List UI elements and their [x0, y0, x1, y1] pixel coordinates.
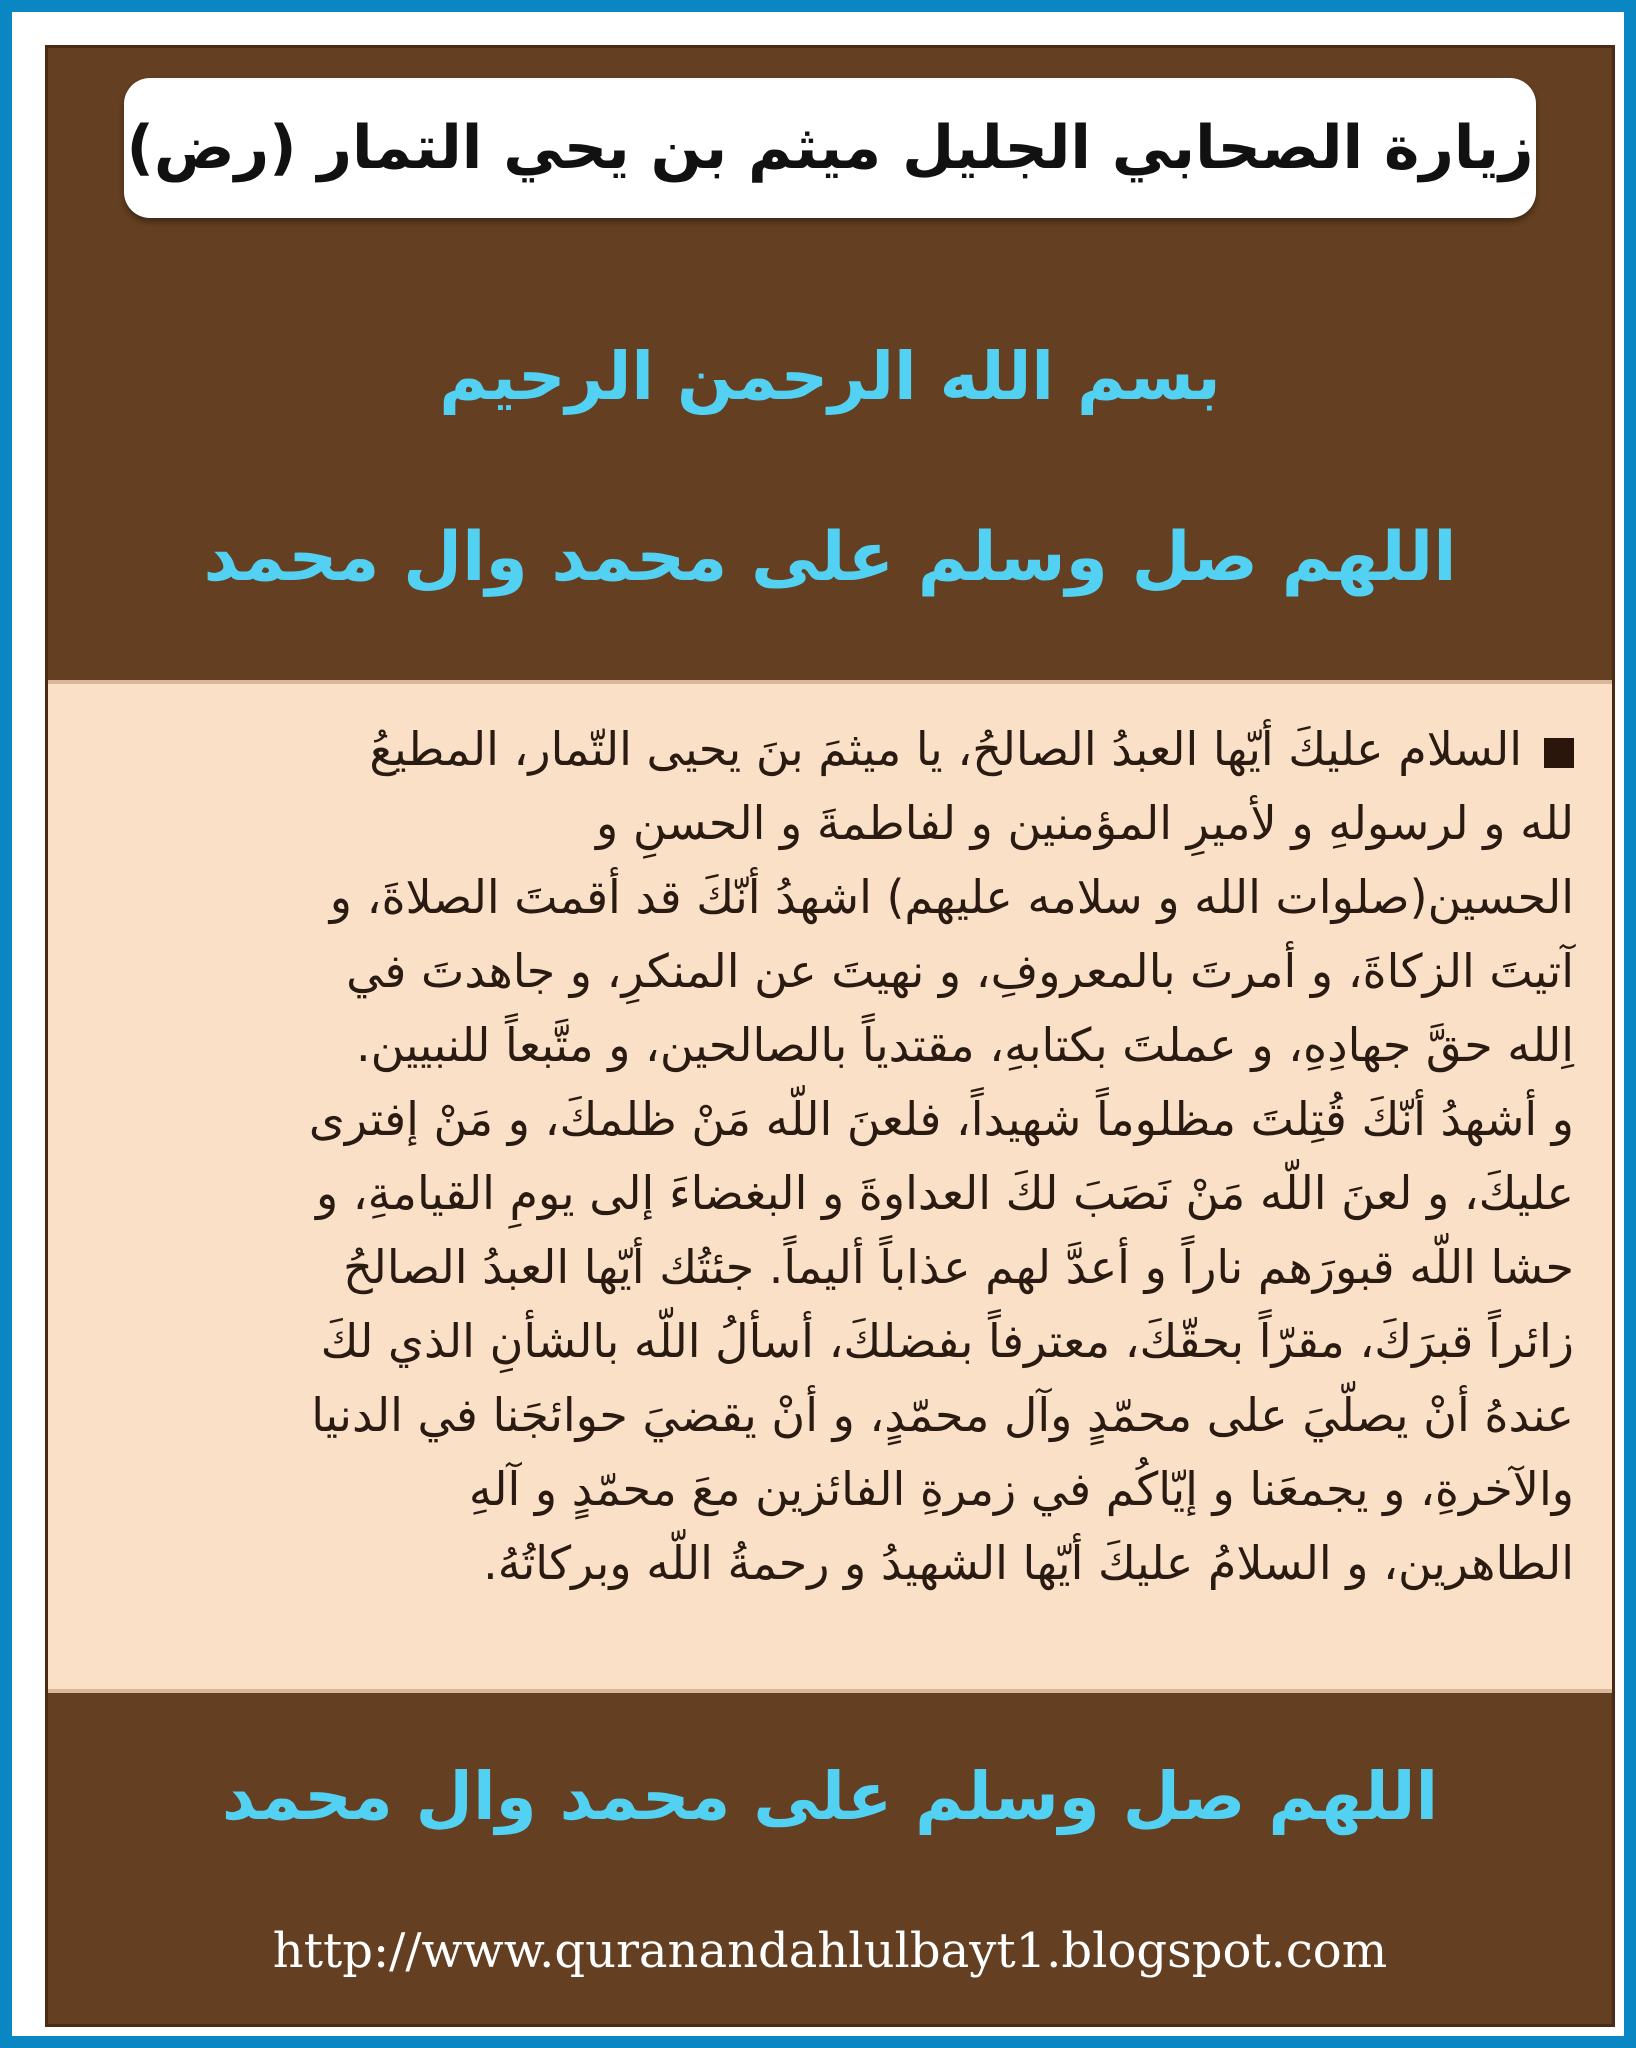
ziyarat-line-text: السلام عليكَ أيّها العبدُ الصالحُ، يا ميثمَ بنَ يحيى التّمار، المطيعُ [369, 722, 1522, 776]
ziyarat-line: اِلله حقَّ جهادِهِ، و عملتَ بكتابهِ، مقتدياً بالصالحين، و متَّبعاً للنبيين. [355, 1018, 1574, 1072]
ziyarat-text-box [48, 680, 1612, 1693]
ziyarat-line: زائراً قبرَكَ، مقرّاً بحقّكَ، معترفاً بفضلكَ، أسألُ اللّه بالشأنِ الذي لكَ [320, 1314, 1574, 1368]
ziyarat-line: عندهُ أنْ يصلّيَ على محمّدٍ وآل محمّدٍ، و أنْ يقضيَ حوائجَنا في الدنيا [311, 1388, 1574, 1442]
brown-panel [45, 45, 1615, 2027]
basmala-heading: بسم الله الرحمن الرحيم [439, 338, 1221, 415]
ziyarat-text [86, 712, 1574, 1600]
ziyarat-line: عليكَ، و لعنَ اللّه مَنْ نَصَبَ لكَ العداوةَ و البغضاءَ إلى يومِ القيامةِ، و [315, 1166, 1574, 1220]
salawat-top-heading: اللهم صل وسلم على محمد وال محمد [203, 518, 1457, 597]
ziyarat-line: حشا اللّه قبورَهم ناراً و أعدَّ لهم عذاباً أليماً. جئتُك أيّها العبدُ الصالحُ [343, 1240, 1574, 1294]
square-bullet-icon [1544, 738, 1574, 768]
blog-url[interactable]: http://www.quranandahlulbayt1.blogspot.com [272, 1923, 1388, 1979]
title-banner [124, 78, 1536, 218]
ziyarat-line: لله و لرسولهِ و لأميرِ المؤمنين و لفاطمةَ و الحسنِ و [596, 796, 1574, 850]
salawat-bottom-heading: اللهم صل وسلم على محمد وال محمد [221, 1758, 1439, 1835]
ziyarat-line: والآخرةِ، و يجمعَنا و إيّاكُم في زمرةِ الفائزين معَ محمّدٍ و آلهِ [468, 1462, 1574, 1516]
ziyarat-line: الحسين(صلوات الله و سلامه عليهم) اشهدُ أنّكَ قد أقمتَ الصلاةَ، و [329, 870, 1574, 924]
ziyarat-line [86, 712, 1574, 786]
ziyarat-line: الطاهرين، و السلامُ عليكَ أيّها الشهيدُ و رحمةُ اللّه وبركاتُهُ. [483, 1536, 1574, 1590]
ziyarat-line: آتيتَ الزكاةَ، و أمرتَ بالمعروفِ، و نهيتَ عن المنكرِ، و جاهدتَ في [346, 944, 1574, 998]
ziyarat-line: و أشهدُ أنّكَ قُتِلتَ مظلوماً شهيداً، فلعنَ اللّه مَنْ ظلمكَ، و مَنْ إفترى [308, 1092, 1574, 1146]
page-title: زيارة الصحابي الجليل ميثم بن يحي التمار (رض) [126, 113, 1534, 183]
white-frame [12, 12, 1624, 2036]
